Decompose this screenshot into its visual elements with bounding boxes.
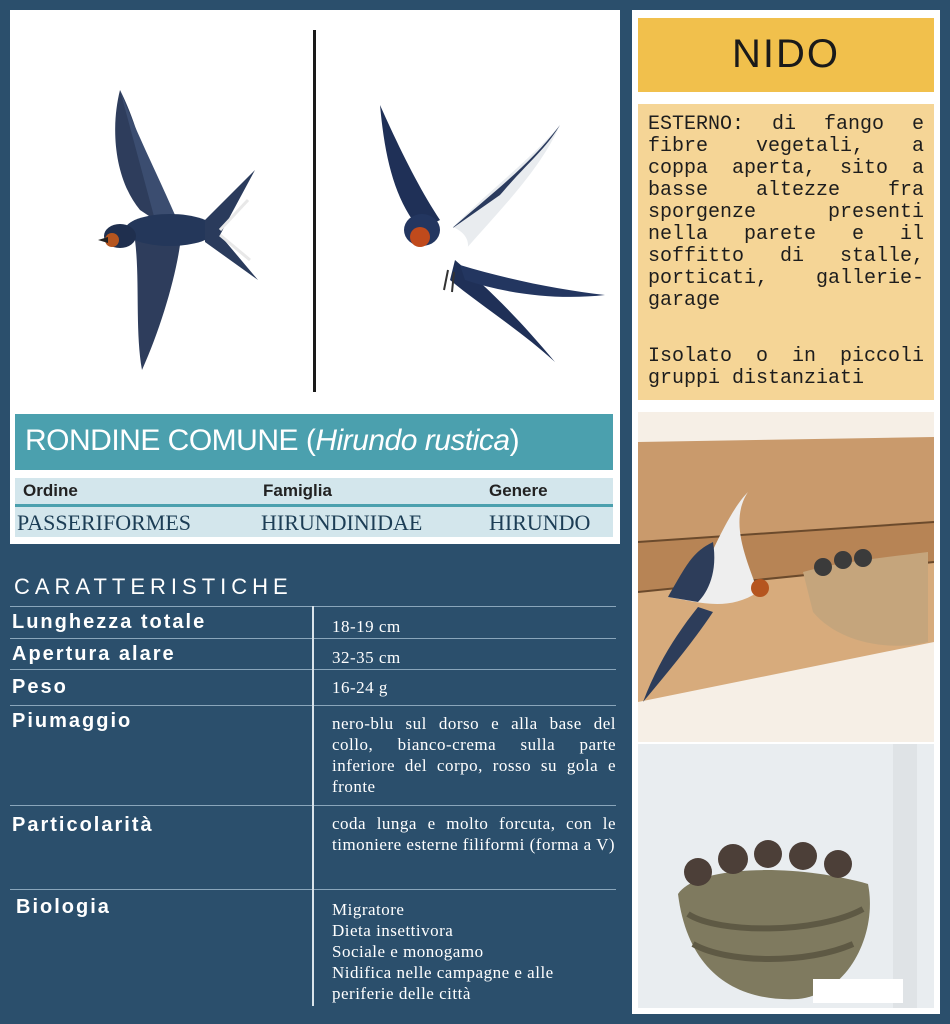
row-value-wingspan: 32-35 cm <box>332 648 401 667</box>
row-value-plumage: nero-blu sul dorso e alla base del collo, bianco-crema sulla parte inferiore del corpo, rosso su gola e fronte <box>332 714 616 796</box>
nest-panel <box>632 10 940 1014</box>
taxonomy-header-family: Famiglia <box>263 481 332 500</box>
table-column-divider <box>312 606 314 1006</box>
row-label-weight: Peso <box>12 676 68 698</box>
nest-illustration-image <box>638 412 934 742</box>
nest-description-box <box>638 104 934 400</box>
row-value-biology <box>332 899 616 1004</box>
row-label-length: Lunghezza totale <box>12 611 207 633</box>
row-label-wingspan: Apertura alare <box>12 643 176 665</box>
biology-item: Dieta insettivora <box>332 921 454 940</box>
taxonomy-family: HIRUNDINIDAE <box>261 510 423 535</box>
biology-item: Sociale e monogamo <box>332 942 484 961</box>
biology-item: Migratore <box>332 900 405 919</box>
taxonomy-genus: HIRUNDO <box>489 510 591 535</box>
taxonomy-order: PASSERIFORMES <box>17 510 192 535</box>
taxonomy-header-genus: Genere <box>489 481 548 500</box>
row-value-features: coda lunga e molto forcuta, con le timoniere esterne filiformi (forma a V) <box>332 814 616 854</box>
species-title: RONDINE COMUNE (Hirundo rustica) <box>25 424 520 457</box>
swallow-top-view-image <box>80 70 270 380</box>
row-label-features: Particolarità <box>12 814 154 836</box>
characteristics-title: CARATTERISTICHE <box>14 574 293 599</box>
species-title-bar <box>15 414 613 470</box>
nest-photo-image <box>638 744 934 1008</box>
species-card <box>10 10 620 544</box>
row-label-plumage: Piumaggio <box>12 710 133 732</box>
nest-title: NIDO <box>732 32 840 76</box>
nest-description: ESTERNO: di fango e fibre vegetali, a coppa aperta, sito a basse altezze fra sporgenze presenti nella parete e il soffitto di stalle, porticati, gallerie-garage <box>648 113 924 312</box>
nest-title-bar <box>638 18 934 92</box>
taxonomy-header-order: Ordine <box>23 481 78 500</box>
row-value-length: 18-19 cm <box>332 617 401 636</box>
nest-note: Isolato o in piccoli gruppi distanziati <box>648 345 924 390</box>
swallow-flight-image <box>370 100 620 370</box>
taxonomy-header-row <box>15 478 613 504</box>
image-divider <box>313 30 316 392</box>
row-label-biology: Biologia <box>16 896 111 918</box>
taxonomy-value-row <box>15 507 613 537</box>
row-value-weight: 16-24 g <box>332 678 388 697</box>
biology-item: Nidifica nelle campagne e alle periferie delle città <box>332 963 554 1003</box>
